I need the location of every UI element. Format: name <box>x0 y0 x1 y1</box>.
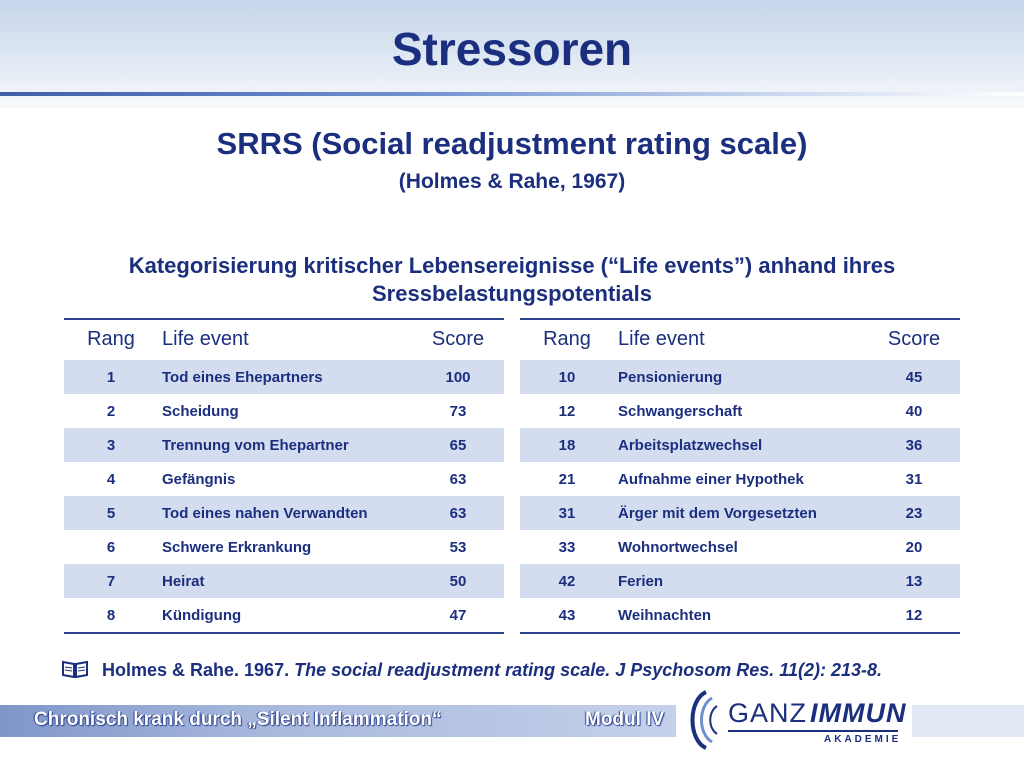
cell-rank: 10 <box>520 359 614 394</box>
table-row <box>64 428 504 462</box>
life-events-table-left <box>64 318 504 634</box>
table-row <box>520 496 960 530</box>
reference-authors: Holmes & Rahe. 1967. <box>102 660 290 680</box>
cell-event: Scheidung <box>162 402 239 420</box>
table-row <box>520 530 960 564</box>
column-header-event: Life event <box>614 319 868 359</box>
header-divider <box>0 92 1024 96</box>
cell-rank: 33 <box>558 538 576 556</box>
cell-score: 50 <box>412 564 504 598</box>
reference-title: The social readjustment rating scale. J Psychosom Res. 11(2): 213-8. <box>294 660 883 680</box>
cell-score: 63 <box>412 496 504 530</box>
cell-score: 47 <box>412 598 504 633</box>
ganzimmun-logo <box>684 688 908 752</box>
cell-rank: 42 <box>520 564 614 598</box>
cell-event: Schwangerschaft <box>618 402 743 420</box>
cell-event: Schwere Erkrankung <box>162 538 312 556</box>
cell-event: Gefängnis <box>162 470 236 488</box>
book-icon <box>62 660 88 678</box>
cell-score: 13 <box>868 564 960 598</box>
footer-course-title: Chronisch krank durch „Silent Inflammation“ <box>34 709 442 730</box>
cell-rank: 8 <box>64 598 158 633</box>
cell-event: Heirat <box>158 564 412 598</box>
table-row <box>64 598 504 633</box>
cell-event: Trennung vom Ehepartner <box>158 428 412 462</box>
cell-score: 65 <box>412 428 504 462</box>
slide-citation-short: (Holmes & Rahe, 1967) <box>398 170 626 193</box>
cell-rank: 31 <box>520 496 614 530</box>
cell-event: Ferien <box>614 564 868 598</box>
cell-rank: 2 <box>106 402 116 420</box>
footer-bar-right <box>912 705 1024 737</box>
cell-score: 73 <box>449 402 467 420</box>
cell-score: 45 <box>868 359 960 394</box>
table-row <box>520 564 960 598</box>
logo-mark-icon <box>684 688 724 752</box>
cell-score: 36 <box>868 428 960 462</box>
cell-rank: 4 <box>106 470 116 488</box>
cell-event: Arbeitsplatzwechsel <box>614 428 868 462</box>
cell-event: Wohnortwechsel <box>618 538 738 556</box>
table-row <box>64 564 504 598</box>
cell-event: Ärger mit dem Vorgesetzten <box>614 496 868 530</box>
cell-event: Pensionierung <box>614 359 868 394</box>
logo-text-ganz: GANZ <box>728 698 808 728</box>
cell-score: 40 <box>905 402 923 420</box>
table-row <box>520 394 960 428</box>
cell-event: Aufnahme einer Hypothek <box>618 470 804 488</box>
footer-module: Modul IV <box>585 709 665 730</box>
cell-rank: 12 <box>558 402 576 420</box>
table-row <box>64 530 504 564</box>
column-header-event: Life event <box>158 319 412 359</box>
slide-description: Kategorisierung kritischer Lebensereignisse (“Life events”) anhand ihres Sressbelastungspotentials <box>128 253 896 306</box>
table-row <box>64 496 504 530</box>
cell-rank: 21 <box>558 470 576 488</box>
slide-subtitle: SRRS (Social readjustment rating scale) <box>216 126 808 161</box>
cell-score: 20 <box>905 538 923 556</box>
cell-event: Tod eines Ehepartners <box>158 359 412 394</box>
column-header-score: Score <box>412 319 504 359</box>
cell-rank: 43 <box>520 598 614 633</box>
cell-rank: 6 <box>106 538 116 556</box>
column-header-score: Score <box>868 319 960 359</box>
cell-score: 53 <box>449 538 467 556</box>
cell-rank: 7 <box>64 564 158 598</box>
table-row <box>520 598 960 633</box>
cell-event: Weihnachten <box>614 598 868 633</box>
cell-event: Tod eines nahen Verwandten <box>158 496 412 530</box>
table-row <box>520 359 960 394</box>
cell-score: 31 <box>905 470 923 488</box>
cell-event: Kündigung <box>158 598 412 633</box>
cell-score: 100 <box>412 359 504 394</box>
column-header-rank: Rang <box>64 319 158 359</box>
cell-rank: 18 <box>520 428 614 462</box>
cell-rank: 5 <box>64 496 158 530</box>
table-row <box>64 394 504 428</box>
table-row <box>520 428 960 462</box>
cell-score: 23 <box>868 496 960 530</box>
slide-title: Stressoren <box>391 23 633 75</box>
cell-rank: 1 <box>64 359 158 394</box>
table-row <box>64 359 504 394</box>
life-events-table-right <box>520 318 960 634</box>
cell-score: 12 <box>868 598 960 633</box>
table-row <box>64 462 504 496</box>
cell-rank: 3 <box>64 428 158 462</box>
cell-score: 63 <box>449 470 467 488</box>
logo-text-akademie: AKADEMIE <box>824 734 902 745</box>
logo-text-immun: IMMUN <box>810 698 907 728</box>
reference <box>62 660 882 681</box>
logo-underline <box>728 730 898 732</box>
column-header-rank: Rang <box>520 319 614 359</box>
table-row <box>520 462 960 496</box>
